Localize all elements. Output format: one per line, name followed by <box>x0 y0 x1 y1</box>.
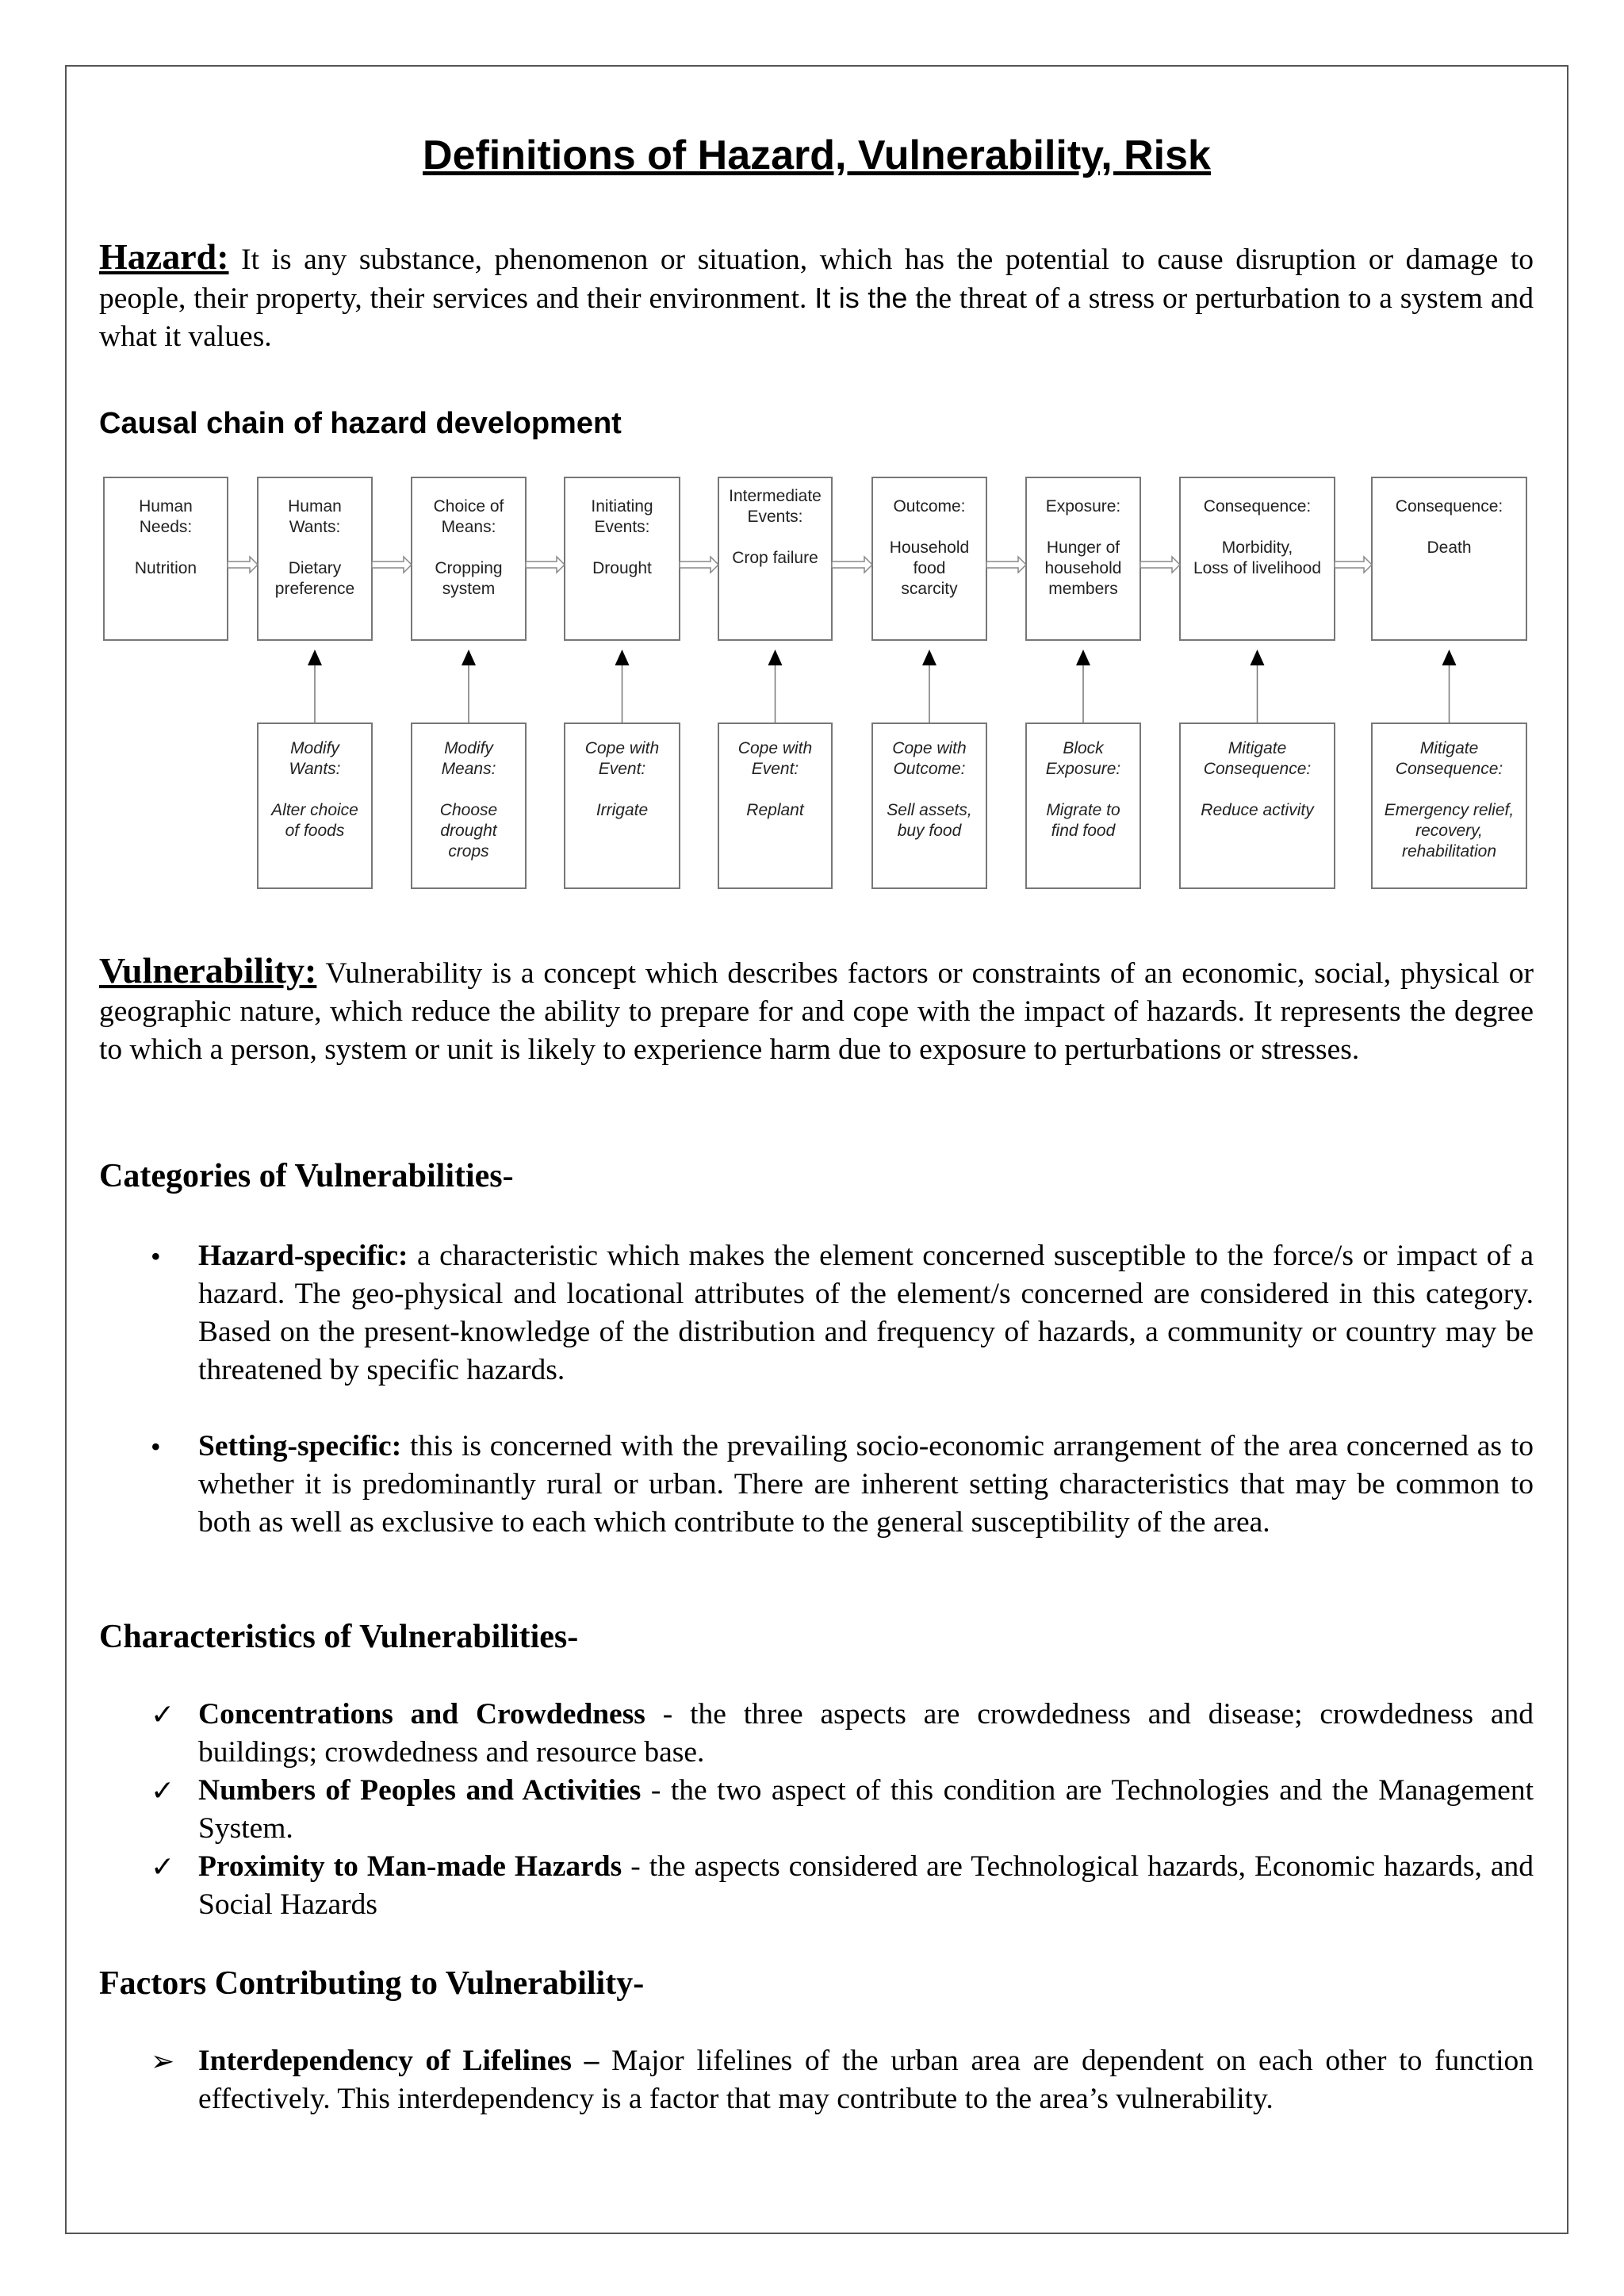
response-box-label: Wants: <box>289 760 341 778</box>
characteristics-heading: Characteristics of Vulnerabilities- <box>99 1619 579 1655</box>
hazard-chain-box-label: Drought <box>592 559 652 577</box>
factor-label: Interdependency of Lifelines – <box>198 2045 599 2077</box>
response-box-label: rehabilitation <box>1401 842 1497 861</box>
response-box-label: Modify <box>290 739 339 757</box>
response-box-label: Consequence: <box>1395 760 1503 778</box>
characteristic-text: - the three aspects are crowdedness and disease; crowdedness and buildings; crowdedness and resource base. <box>198 1698 1534 1769</box>
list-item <box>198 1848 1534 1924</box>
hazard-chain-box-label: Initiating <box>591 497 653 516</box>
response-box-label: Cope with <box>584 739 660 757</box>
response-box-label: Reduce activity <box>1201 801 1314 819</box>
vulnerability-term: Vulnerability: <box>99 950 317 991</box>
flow-arrow <box>526 557 565 573</box>
category-label: Hazard-specific: <box>198 1240 408 1272</box>
hazard-chain-box-label: Consequence: <box>1203 497 1312 516</box>
response-box-label: recovery, <box>1415 822 1483 840</box>
bullet-marker: • <box>151 1240 161 1272</box>
arrow-head <box>615 650 630 665</box>
response-box-label: of foods <box>285 822 345 840</box>
hazard-chain-box-label: Crop failure <box>732 549 818 567</box>
flow-arrow <box>1140 557 1180 573</box>
list-item <box>198 1237 1534 1389</box>
response-box-label: Modify <box>444 739 493 757</box>
category-text: a characteristic which makes the element concerned susceptible to the force/s or impact of a hazard. The geo-physical and locational attributes of the element/s concerned are considered in this category. Based on the present-knowledge of the distribution and frequency of hazards, a community or country may be threatened by specific hazards. <box>198 1240 1534 1386</box>
bullet-marker: • <box>151 1431 161 1462</box>
hazard-chain-box-label: Events: <box>747 508 803 526</box>
hazard-chain-box-label: Intermediate <box>729 487 822 505</box>
categories-heading: Categories of Vulnerabilities- <box>99 1158 514 1194</box>
response-box-label: Cope with <box>737 739 813 757</box>
check-marker: ✓ <box>151 1775 175 1807</box>
characteristic-text: - the aspects considered are Technological hazards, Economic hazards, and Social Hazards <box>198 1850 1534 1921</box>
response-box-label: Alter choice <box>271 801 358 819</box>
response-box-label: Event: <box>598 760 646 778</box>
hazard-chain-box-label: Morbidity, <box>1221 539 1293 557</box>
response-box-label: Emergency relief, <box>1384 801 1515 819</box>
response-box-label: drought <box>440 822 497 840</box>
characteristic-label: Concentrations and Crowdedness <box>198 1698 645 1731</box>
response-box-label: Means: <box>441 760 496 778</box>
response-box-label: Consequence: <box>1203 760 1312 778</box>
hazard-chain-box-label: Nutrition <box>134 559 197 577</box>
hazard-chain-box-label: preference <box>274 580 355 598</box>
hazard-chain-box-label: Outcome: <box>893 497 966 516</box>
flow-arrow <box>832 557 872 573</box>
hazard-chain-box-label: food <box>913 559 946 577</box>
characteristic-text: - the two aspect of this condition are Technologies and the Management System. <box>198 1774 1534 1845</box>
flow-arrow <box>372 557 412 573</box>
flow-arrow <box>1335 557 1372 573</box>
response-box-label: Outcome: <box>893 760 966 778</box>
response-box-label: Irrigate <box>596 801 649 819</box>
arrow-head <box>1251 650 1265 665</box>
response-box-label: Block <box>1063 739 1104 757</box>
hazard-chain-box-label: scarcity <box>901 580 958 598</box>
response-box-label: Cope with <box>892 739 967 757</box>
response-box-label: Mitigate <box>1228 739 1287 757</box>
hazard-text-c: the threat of a stress or perturbation to a system and what it values. <box>99 282 1534 353</box>
hazard-chain-box-label: members <box>1048 580 1118 598</box>
flow-arrow <box>228 557 258 573</box>
arrow-head <box>308 650 322 665</box>
vulnerability-text: Vulnerability is a concept which describes factors or constraints of an economic, social, physical or geographic nature, which reduce the ability to prepare for and cope with the impact of hazards. It represents the degree to which a person, system or unit is likely to experience harm due to exposure to perturbations or stresses. <box>99 957 1534 1066</box>
arrow-head <box>768 650 783 665</box>
page-title: Definitions of Hazard, Vulnerability, Risk <box>423 132 1211 178</box>
response-box-label: find food <box>1051 822 1116 840</box>
causal-chain-diagram <box>0 0 1624 920</box>
vulnerability-paragraph <box>99 952 1534 1069</box>
hazard-chain-box-label: Exposure: <box>1045 497 1121 516</box>
arrow-head <box>1076 650 1090 665</box>
hazard-chain-box-label: Choice of <box>433 497 504 516</box>
response-box-label: Event: <box>751 760 799 778</box>
hazard-chain-box-label: system <box>442 580 496 598</box>
hazard-chain-box-label: Events: <box>594 518 650 536</box>
hazard-chain-box-label: Means: <box>441 518 496 536</box>
hazard-chain-box-label: household <box>1044 559 1122 577</box>
hazard-term: Hazard: <box>99 236 229 277</box>
hazard-chain-box-label: Wants: <box>289 518 341 536</box>
check-marker: ✓ <box>151 1851 175 1883</box>
hazard-text-a: It is any substance, phenomenon or situation, which has the potential to cause disruption or damage to people, their property, their services and their environment. <box>99 243 1534 315</box>
causal-chain-heading: Causal chain of hazard development <box>99 407 622 440</box>
factors-heading: Factors Contributing to Vulnerability- <box>99 1965 645 2002</box>
response-box-label: Sell assets, <box>887 801 972 819</box>
hazard-chain-box-label: Hunger of <box>1046 539 1120 557</box>
flow-arrow <box>680 557 718 573</box>
response-box-label: crops <box>448 842 489 861</box>
hazard-chain-box-label: Needs: <box>139 518 193 536</box>
hazard-chain-box-label: Dietary <box>288 559 342 577</box>
hazard-chain-box-label: Household <box>889 539 970 557</box>
hazard-chain-box-label: Loss of livelihood <box>1193 559 1322 577</box>
arrow-marker: ➢ <box>151 2045 175 2077</box>
response-box-label: Migrate to <box>1046 801 1120 819</box>
response-box-label: buy food <box>897 822 962 840</box>
characteristic-label: Numbers of Peoples and Activities <box>198 1774 642 1807</box>
response-box-label: Replant <box>746 801 804 819</box>
hazard-chain-box-label: Consequence: <box>1395 497 1503 516</box>
list-item <box>198 1428 1534 1542</box>
arrow-head <box>1442 650 1457 665</box>
hazard-chain-box-label: Human <box>139 497 193 516</box>
characteristic-label: Proximity to Man-made Hazards <box>198 1850 622 1883</box>
factor-text: Major lifelines of the urban area are dependent on each other to function effectively. This interdependency is a factor that may contribute to the area’s vulnerability. <box>198 2045 1534 2115</box>
arrow-head <box>462 650 476 665</box>
hazard-chain-box-label: Human <box>288 497 342 516</box>
hazard-text-b: It is the <box>814 282 908 314</box>
arrow-head <box>922 650 936 665</box>
response-box-label: Choose <box>439 801 498 819</box>
list-item <box>198 1696 1534 1772</box>
category-label: Setting-specific: <box>198 1430 402 1462</box>
hazard-chain-box-label: Death <box>1427 539 1472 557</box>
response-box-label: Mitigate <box>1419 739 1479 757</box>
category-text: this is concerned with the prevailing socio-economic arrangement of the area concerned as to whether it is predominantly rural or urban. There are inherent setting characteristics that may be common to both as well as exclusive to each which contribute to the general susceptibility of the area. <box>198 1430 1534 1539</box>
response-box-label: Exposure: <box>1045 760 1121 778</box>
flow-arrow <box>986 557 1026 573</box>
check-marker: ✓ <box>151 1699 175 1731</box>
hazard-chain-box-label: Cropping <box>435 559 503 577</box>
list-item <box>198 1772 1534 1848</box>
list-item <box>198 2042 1534 2118</box>
